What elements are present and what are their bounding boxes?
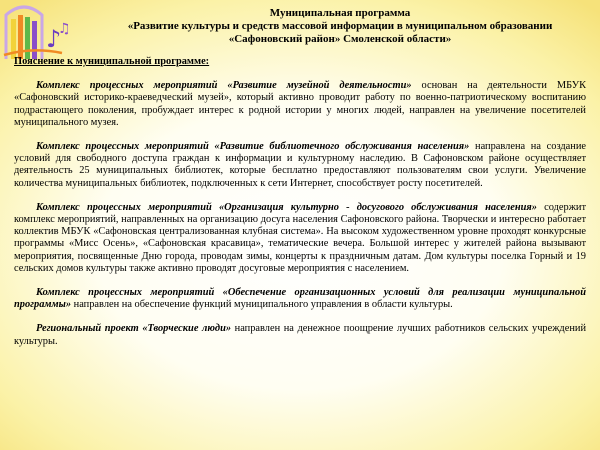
header-line-2: «Развитие культуры и средств массовой информации в муниципальном образовании	[127, 20, 553, 32]
paragraph-text: основан на деятельности МБУК «Сафоновский историко-краеведческий музей», который активно проводит работу по военно-патриотическому воспитанию подрастающего поколения, пробуждает интерес к родной истории у многих людей, направлен на увеличение посетителей муниципального музея.	[14, 80, 586, 128]
explanation-title: Пояснение к муниципальной программе:	[14, 56, 210, 67]
emblem-bar-4	[32, 21, 37, 59]
culture-emblem-graphic	[2, 1, 74, 63]
emblem-bar-3	[25, 17, 30, 59]
paragraph-regional-project	[14, 323, 586, 347]
program-header	[80, 7, 600, 46]
paragraph-text: направлен на денежное поощрение лучших работников сельских учреждений культуры.	[14, 323, 586, 347]
paragraph-lead: Комплекс процессных мероприятий «Развитие библиотечного обслуживания населения»	[36, 141, 470, 153]
paragraph-museum	[14, 80, 586, 129]
header-line-3: «Сафоновский район» Смоленской области»	[228, 33, 452, 45]
paragraph-organization	[14, 287, 586, 311]
paragraph-lead: Комплекс процессных мероприятий «Развитие музейной деятельности»	[36, 80, 412, 92]
header-line-1: Муниципальная программа	[269, 7, 411, 19]
paragraph-text: направлен на обеспечение функций муниципального управления в области культуры.	[71, 299, 453, 311]
culture-emblem-icon	[2, 1, 74, 63]
paragraph-library	[14, 141, 586, 190]
paragraph-text: направлена на создание условий для свободного доступа граждан к информации и культурному наследию. В Сафоновском районе осуществляет деятельность 25 муниципальных библиотек, которые бесплатно предоставляют пользователям свои услуги. Увеличение количества муниципальных библиотек, подключенных к сети Интернет, способствует росту посетителей.	[14, 141, 586, 189]
paragraph-lead: Региональный проект «Творческие люди»	[36, 323, 232, 335]
paragraph-leisure	[14, 202, 586, 275]
emblem-music-note-2: ♫	[58, 21, 71, 37]
paragraph-lead: Комплекс процессных мероприятий «Обеспечение организационных условий для реализации муниципальной программы»	[14, 287, 586, 311]
program-explanation	[14, 56, 586, 360]
paragraph-text: содержит комплекс мероприятий, направленных на организацию досуга населения Сафоновского района. Творчески и интересно работает коллектив МБУК «Сафоновская централизованная клубная система». На высоком художественном уровне проходят конкурсные программы «Мисс Осень», «Сафоновская красавица», тематические вечера. Большой интерес у жителей района вызывают мероприятия, посвященные Дню города, проводам зимы, концерты к праздничным датам. Дом культуры поселка Горный и 19 сельских домов культуры также активно проводят досуговые мероприятия с населением.	[14, 201, 586, 274]
paragraph-lead: Комплекс процессных мероприятий «Организация культурно - досугового обслуживания населения»	[36, 201, 537, 213]
emblem-music-note: ♪	[46, 25, 62, 53]
